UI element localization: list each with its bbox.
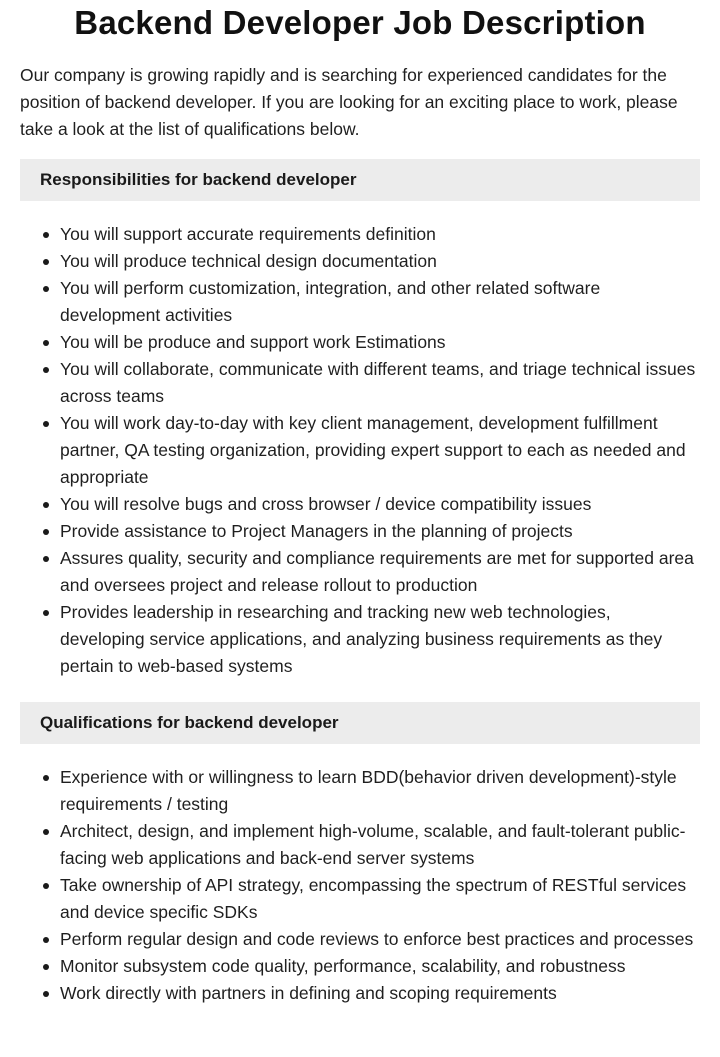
responsibilities-heading: Responsibilities for backend developer (20, 159, 700, 201)
list-item: Experience with or willingness to learn BDD(behavior driven development)-style requirements / testing (60, 764, 700, 818)
list-item: You will support accurate requirements definition (60, 221, 700, 248)
list-item: You will be produce and support work Estimations (60, 329, 700, 356)
qualifications-list (20, 764, 700, 1007)
list-item: Provide assistance to Project Managers in the planning of projects (60, 518, 700, 545)
list-item: Assures quality, security and compliance requirements are met for supported area and oversees project and release rollout to production (60, 545, 700, 599)
list-item: Take ownership of API strategy, encompassing the spectrum of RESTful services and device specific SDKs (60, 872, 700, 926)
responsibilities-list (20, 221, 700, 680)
list-item: You will collaborate, communicate with different teams, and triage technical issues across teams (60, 356, 700, 410)
qualifications-heading: Qualifications for backend developer (20, 702, 700, 744)
list-item: You will perform customization, integration, and other related software development activities (60, 275, 700, 329)
list-item: Provides leadership in researching and tracking new web technologies, developing service applications, and analyzing business requirements as they pertain to web-based systems (60, 599, 700, 680)
list-item: Monitor subsystem code quality, performance, scalability, and robustness (60, 953, 700, 980)
page-title: Backend Developer Job Description (74, 4, 646, 41)
list-item: Perform regular design and code reviews to enforce best practices and processes (60, 926, 700, 953)
list-item: Architect, design, and implement high-volume, scalable, and fault-tolerant public-facing web applications and back-end server systems (60, 818, 700, 872)
list-item: Work directly with partners in defining and scoping requirements (60, 980, 700, 1007)
list-item: You will produce technical design documentation (60, 248, 700, 275)
intro-paragraph: Our company is growing rapidly and is searching for experienced candidates for the position of backend developer. If you are looking for an exciting place to work, please take a look at the list of qualifications below. (20, 65, 678, 139)
list-item: You will work day-to-day with key client management, development fulfillment partner, QA testing organization, providing expert support to each as needed and appropriate (60, 410, 700, 491)
list-item: You will resolve bugs and cross browser / device compatibility issues (60, 491, 700, 518)
